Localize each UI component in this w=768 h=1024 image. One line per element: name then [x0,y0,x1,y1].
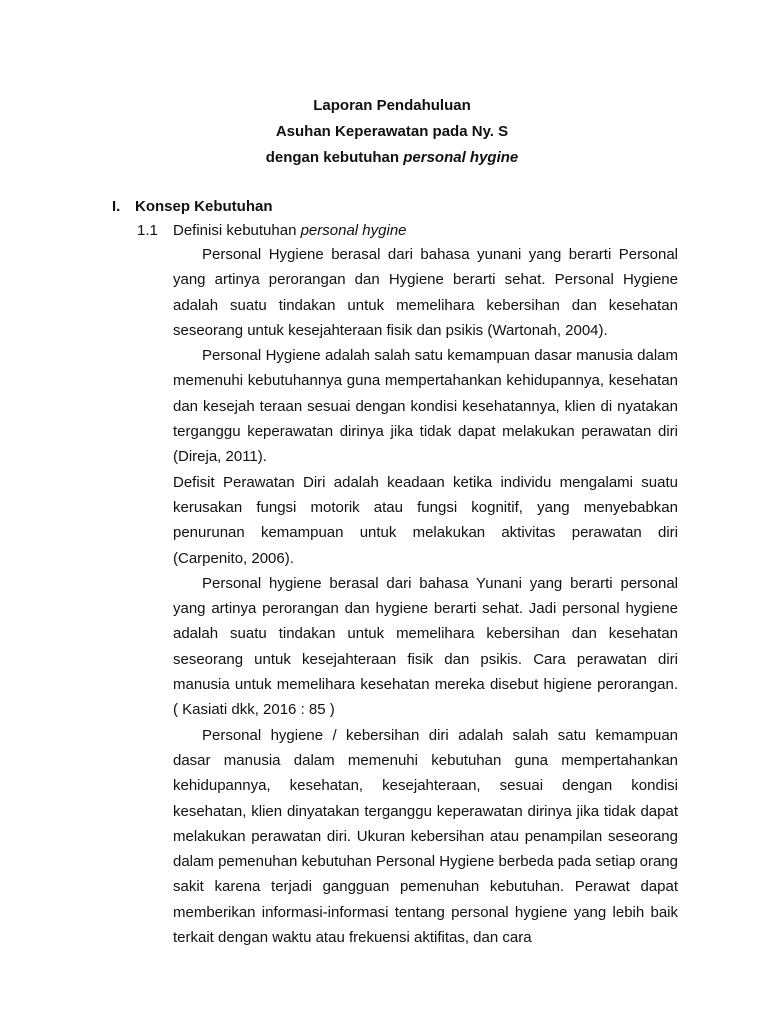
title-line-3-italic: personal hygine [403,149,519,166]
subsection-heading [137,219,407,243]
paragraph-5: Personal hygiene / kebersihan diri adalah salah satu kemampuan dasar manusia dalam memenuhi kebutuhan guna mempertahankan kehidupannya, kesehatan, kesejahteraan, sesuai dengan kondisi kesehatan, klien dinyatakan terganggu keperawatan dirinya jika tidak dapat melakukan perawatan diri. Ukuran kebersihan atau penampilan seseorang dalam pemenuhan kebutuhan Personal Hygiene berbeda pada setiap orang sakit karena terjadi gangguan pemenuhan kebutuhan. Perawat dapat memberikan informasi-informasi tentang personal hygiene yang lebih baik terkait dengan waktu atau frekuensi aktifitas, dan cara [173,726,678,947]
section-heading [112,195,273,219]
subsection-number: 1.1 [137,222,158,239]
title-line-1: Laporan Pendahuluan [313,97,471,114]
paragraph-1: Personal Hygiene berasal dari bahasa yunani yang berarti Personal yang artinya perorangan dan Hygiene berarti sehat. Personal Hygiene adalah suatu tindakan untuk memelihara kebersihan dan kesehatan seseorang untuk kesejahteraan fisik dan psikis (Wartonah, 2004). [173,246,678,339]
paragraph-2: Personal Hygiene adalah salah satu kemampuan dasar manusia dalam memenuhi kebutuhannya guna mempertahankan kehidupannya, kesehatan dan kesejah teraan sesuai dengan kondisi kesehatannya, klien di nyatakan terganggu keperawatan dirinya jika tidak dapat melakukan perawatan diri (Direja, 2011). [173,347,678,466]
title-line-3-prefix: dengan kebutuhan [265,149,404,166]
subsection-label-italic: personal hygine [300,222,407,239]
document-title [0,93,768,171]
subsection-label-prefix: Definisi kebutuhan [173,222,301,239]
title-line-3 [0,145,768,171]
paragraph-3: Defisit Perawatan Diri adalah keadaan ketika individu mengalami suatu kerusakan fungsi motorik atau fungsi kognitif, yang menyebabkan penurunan kemampuan untuk melakukan aktivitas perawatan diri (Carpenito, 2006). [173,473,678,567]
paragraph-4: Personal hygiene berasal dari bahasa Yunani yang berarti personal yang artinya perorangan dan hygiene berarti sehat. Jadi personal hygiene adalah suatu tindakan untuk memelihara kebersihan dan kesehatan seseorang untuk kesejahteraan fisik dan psikis. Cara perawatan diri manusia untuk memelihara kesehatan mereka disebut higiene perorangan. ( Kasiati dkk, 2016 : 85 ) [173,574,678,719]
body-text [173,242,678,950]
section-number: I. [112,198,121,215]
section-label: Konsep Kebutuhan [135,198,273,215]
title-line-2: Asuhan Keperawatan pada Ny. S [275,123,509,140]
